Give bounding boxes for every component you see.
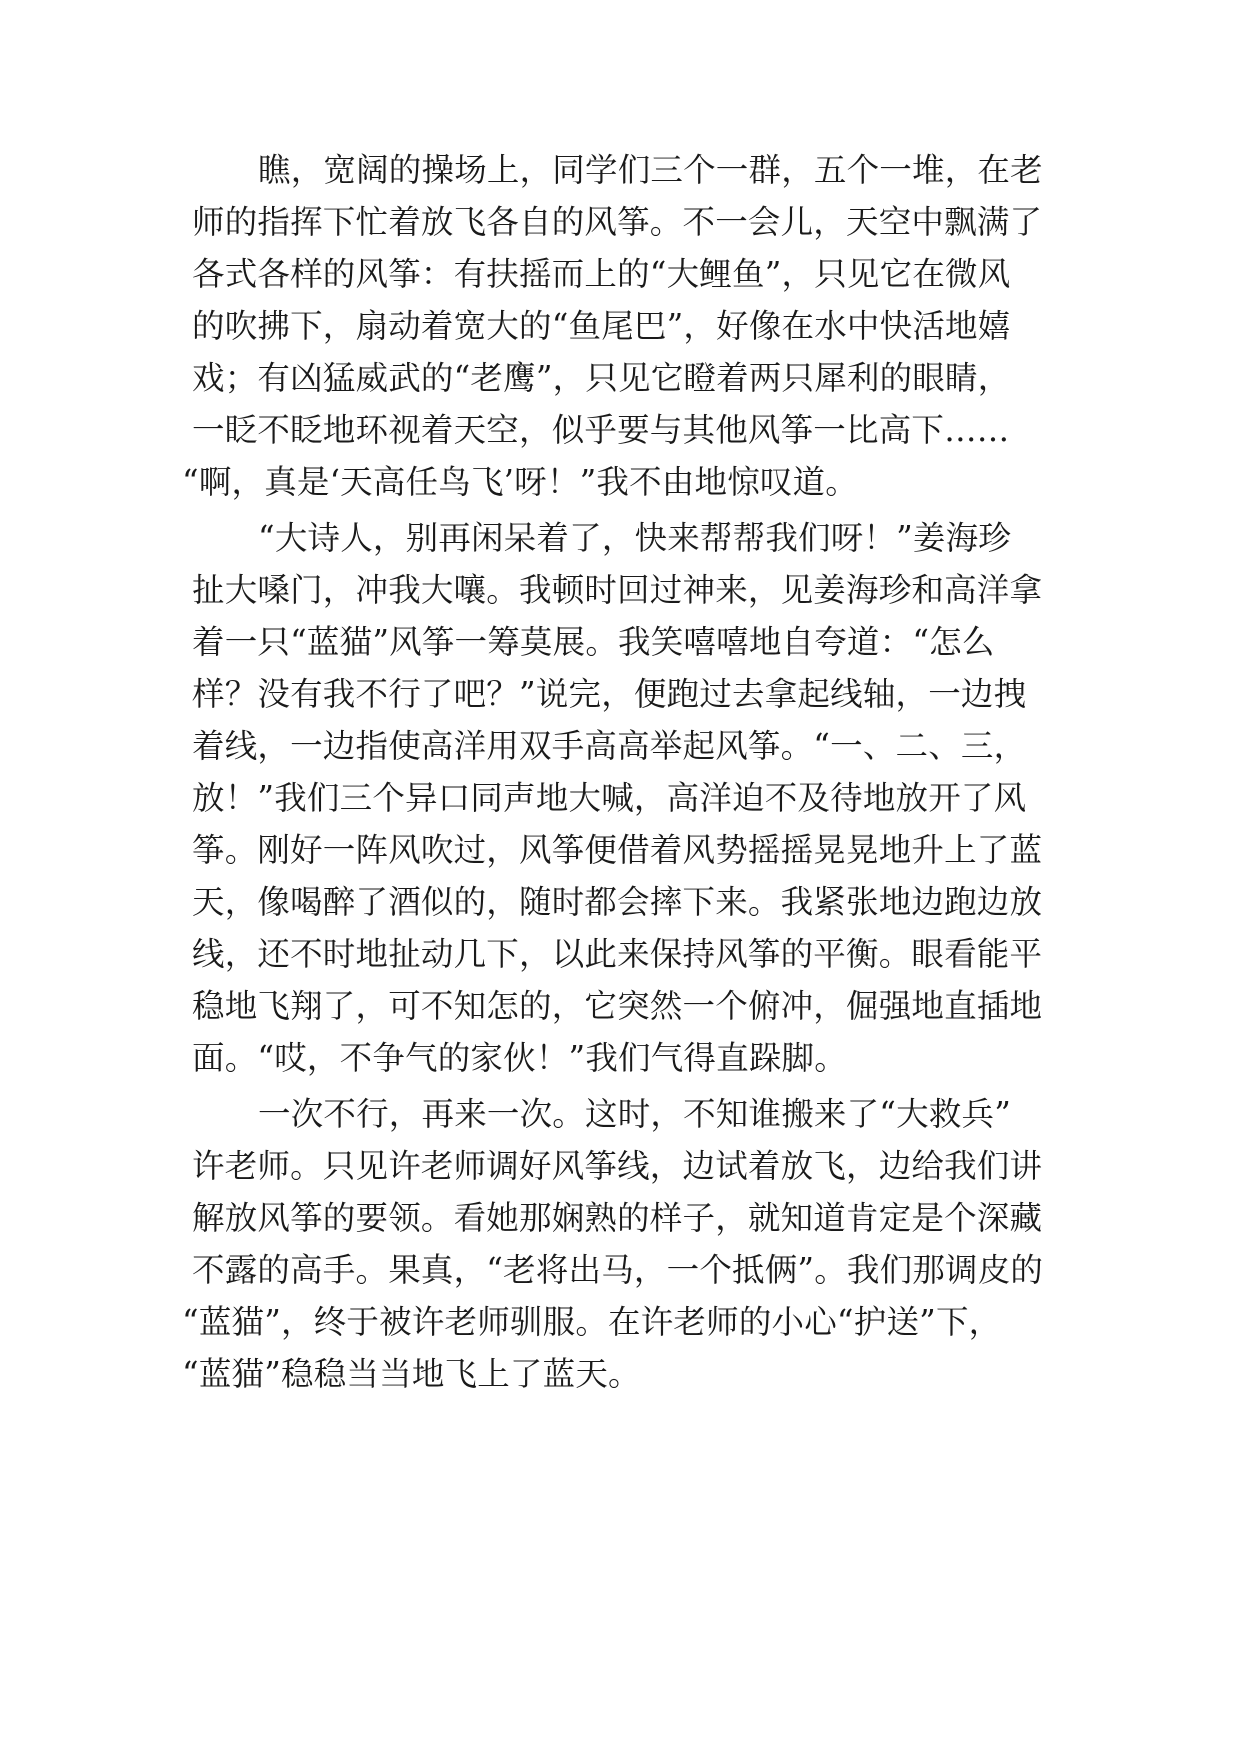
text-line: 稳地飞翔了，可不知怎的，它突然一个俯冲，倔强地直插地	[192, 987, 1043, 1025]
text-line: 放！”我们三个异口同声地大喊，高洋迫不及待地放开了风	[192, 779, 1027, 817]
text-line: 瞧，宽阔的操场上，同学们三个一群，五个一堆，在老	[258, 151, 1043, 189]
text-line: “蓝猫”，终于被许老师驯服。在许老师的小心“护送”下，	[182, 1303, 1002, 1341]
text-line: 筝。刚好一阵风吹过，风筝便借着风势摇摇晃晃地升上了蓝	[192, 831, 1043, 869]
text-line: 许老师。只见许老师调好风筝线，边试着放飞，边给我们讲	[192, 1147, 1043, 1185]
text-line: 一次不行，再来一次。这时，不知谁搬来了“大救兵”	[258, 1095, 1012, 1133]
text-line: 一眨不眨地环视着天空，似乎要与其他风筝一比高下……	[192, 411, 1010, 449]
text-line: 面。“哎，不争气的家伙！”我们气得直跺脚。	[192, 1039, 847, 1077]
text-line: 线，还不时地扯动几下，以此来保持风筝的平衡。眼看能平	[192, 935, 1043, 973]
text-line: “啊，真是‘天高任鸟飞’呀！”我不由地惊叹道。	[182, 463, 858, 501]
text-line: 解放风筝的要领。看她那娴熟的样子，就知道肯定是个深藏	[192, 1199, 1043, 1237]
text-line: 不露的高手。果真，“老将出马，一个抵俩”。我们那调皮的	[192, 1251, 1044, 1289]
text-line: 着线，一边指使高洋用双手高高举起风筝。“一、二、三，	[192, 727, 1027, 765]
text-line: 各式各样的风筝：有扶摇而上的“大鲤鱼”，只见它在微风	[192, 255, 1011, 293]
text-line: 天，像喝醉了酒似的，随时都会摔下来。我紧张地边跑边放	[192, 883, 1043, 921]
text-line: “大诗人，别再闲呆着了，快来帮帮我们呀！”姜海珍	[258, 519, 1012, 557]
text-line: 戏；有凶猛威武的“老鹰”，只见它瞪着两只犀利的眼睛，	[192, 359, 1011, 397]
text-line: “蓝猫”稳稳当当地飞上了蓝天。	[182, 1355, 641, 1393]
text-line: 师的指挥下忙着放飞各自的风筝。不一会儿，天空中飘满了	[192, 203, 1043, 241]
text-line: 扯大嗓门，冲我大嚷。我顿时回过神来，见姜海珍和高洋拿	[192, 571, 1043, 609]
text-line: 的吹拂下，扇动着宽大的“鱼尾巴”，好像在水中快活地嬉	[192, 307, 1011, 345]
text-line: 着一只“蓝猫”风筝一筹莫展。我笑嘻嘻地自夸道：“怎么	[192, 623, 995, 661]
text-line: 样？没有我不行了吧？”说完，便跑过去拿起线轴，一边拽	[192, 675, 1027, 713]
